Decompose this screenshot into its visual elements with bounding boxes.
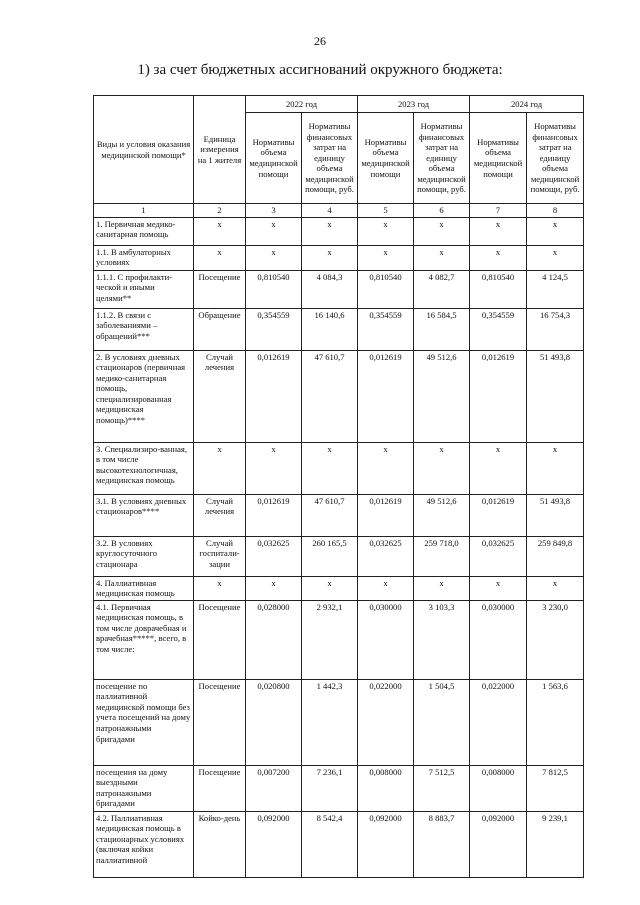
header-year-2022: 2022 год <box>246 96 358 113</box>
column-number: 4 <box>302 204 358 218</box>
table-row <box>94 442 584 494</box>
unit-cell: Посещение <box>194 270 246 308</box>
table-row <box>94 811 584 877</box>
value-cell: 3 103,3 <box>414 600 470 679</box>
value-cell: x <box>358 576 414 600</box>
row-label: 4.1. Первичная медицинская помощь, в том числе доврачебная и врачебная*****, всего, в том числе: <box>94 600 194 679</box>
unit-cell: Обращение <box>194 308 246 350</box>
value-cell: 0,012619 <box>358 494 414 536</box>
table-row <box>94 576 584 600</box>
value-cell: x <box>302 576 358 600</box>
table-row <box>94 270 584 308</box>
value-cell: 0,012619 <box>358 350 414 442</box>
value-cell: x <box>527 217 584 245</box>
document-heading: 1) за счет бюджетных ассигнований окружного бюджета: <box>137 62 503 78</box>
value-cell: 0,012619 <box>246 350 302 442</box>
value-cell: x <box>414 442 470 494</box>
value-cell: 1 563,6 <box>527 679 584 765</box>
unit-cell: Посещение <box>194 765 246 811</box>
value-cell: x <box>302 245 358 270</box>
table-row <box>94 600 584 679</box>
header-volume-2024: Нормативы объема медицинской помощи <box>470 113 527 204</box>
value-cell: x <box>246 217 302 245</box>
value-cell: 49 512,6 <box>414 350 470 442</box>
header-year-2024: 2024 год <box>470 96 584 113</box>
unit-cell: Случай госпитали-зации <box>194 536 246 576</box>
value-cell: 51 493,8 <box>527 350 584 442</box>
unit-cell: x <box>194 217 246 245</box>
table-row <box>94 536 584 576</box>
value-cell: 47 610,7 <box>302 494 358 536</box>
table-row <box>94 217 584 245</box>
value-cell: x <box>470 245 527 270</box>
unit-cell: Посещение <box>194 679 246 765</box>
value-cell: x <box>414 576 470 600</box>
value-cell: 0,810540 <box>470 270 527 308</box>
value-cell: 49 512,6 <box>414 494 470 536</box>
header-cost-2023: Нормативы финансовых затрат на единицу объема медицинской помощи, руб. <box>414 113 470 204</box>
value-cell: 0,022000 <box>470 679 527 765</box>
column-number: 7 <box>470 204 527 218</box>
header-unit: Единица измерения на 1 жителя <box>194 96 246 204</box>
value-cell: x <box>527 576 584 600</box>
row-label: 1.1.1. С профилакти-ческой и иными целями** <box>94 270 194 308</box>
value-cell: x <box>246 442 302 494</box>
unit-cell: Посещение <box>194 600 246 679</box>
value-cell: 0,020800 <box>246 679 302 765</box>
value-cell: 7 236,1 <box>302 765 358 811</box>
value-cell: x <box>527 245 584 270</box>
value-cell: 16 754,3 <box>527 308 584 350</box>
value-cell: x <box>470 576 527 600</box>
value-cell: x <box>527 442 584 494</box>
value-cell: x <box>414 217 470 245</box>
value-cell: 0,012619 <box>470 494 527 536</box>
header-care-type: Виды и условия оказания медицинской помощи* <box>94 96 194 204</box>
value-cell: x <box>302 217 358 245</box>
value-cell: 16 584,5 <box>414 308 470 350</box>
row-label: 3. Специализиро-ванная, в том числе высокотехнологичная, медицинская помощь <box>94 442 194 494</box>
unit-cell: x <box>194 442 246 494</box>
value-cell: 0,007200 <box>246 765 302 811</box>
value-cell: 0,032625 <box>358 536 414 576</box>
table-row <box>94 679 584 765</box>
table-row <box>94 350 584 442</box>
table-row <box>94 308 584 350</box>
value-cell: 0,028000 <box>246 600 302 679</box>
unit-cell: x <box>194 576 246 600</box>
value-cell: 8 883,7 <box>414 811 470 877</box>
header-year-2023: 2023 год <box>358 96 470 113</box>
value-cell: 0,012619 <box>470 350 527 442</box>
row-label: 1.1.2. В связи с заболеваниями – обращений*** <box>94 308 194 350</box>
unit-cell: x <box>194 245 246 270</box>
value-cell: 16 140,6 <box>302 308 358 350</box>
unit-cell: Случай лечения <box>194 350 246 442</box>
column-number: 5 <box>358 204 414 218</box>
table-body <box>94 204 584 878</box>
value-cell: x <box>358 217 414 245</box>
column-number-row <box>94 204 584 218</box>
value-cell: x <box>246 576 302 600</box>
row-label: 1.1. В амбулаторных условиях <box>94 245 194 270</box>
value-cell: 0,354559 <box>246 308 302 350</box>
value-cell: 0,012619 <box>246 494 302 536</box>
value-cell: 259 718,0 <box>414 536 470 576</box>
value-cell: 7 812,5 <box>527 765 584 811</box>
table-row <box>94 494 584 536</box>
value-cell: 259 849,8 <box>527 536 584 576</box>
unit-cell: Случай лечения <box>194 494 246 536</box>
value-cell: 1 504,5 <box>414 679 470 765</box>
value-cell: 4 084,3 <box>302 270 358 308</box>
value-cell: 0,810540 <box>358 270 414 308</box>
unit-cell: Койко-день <box>194 811 246 877</box>
page-number: 26 <box>314 34 326 48</box>
value-cell: 51 493,8 <box>527 494 584 536</box>
column-number: 2 <box>194 204 246 218</box>
value-cell: x <box>414 245 470 270</box>
value-cell: x <box>470 442 527 494</box>
header-cost-2024: Нормативы финансовых затрат на единицу объема медицинской помощи, руб. <box>527 113 584 204</box>
value-cell: 0,030000 <box>358 600 414 679</box>
value-cell: 0,354559 <box>358 308 414 350</box>
value-cell: 8 542,4 <box>302 811 358 877</box>
value-cell: 260 165,5 <box>302 536 358 576</box>
row-label: посещение по паллиативной медицинской помощи без учета посещений на дому патронажными бригадами <box>94 679 194 765</box>
value-cell: 3 230,0 <box>527 600 584 679</box>
column-number: 6 <box>414 204 470 218</box>
value-cell: 0,092000 <box>358 811 414 877</box>
value-cell: 0,030000 <box>470 600 527 679</box>
value-cell: 0,032625 <box>470 536 527 576</box>
value-cell: 0,092000 <box>246 811 302 877</box>
row-label: 1. Первичная медико-санитарная помощь <box>94 217 194 245</box>
value-cell: 2 932,1 <box>302 600 358 679</box>
value-cell: 0,022000 <box>358 679 414 765</box>
value-cell: 0,008000 <box>470 765 527 811</box>
row-label: посещения на дому выездными патронажными бригадами <box>94 765 194 811</box>
value-cell: x <box>358 442 414 494</box>
row-label: 4.2. Паллиативная медицинская помощь в стационарных условиях (включая койки паллиативной <box>94 811 194 877</box>
value-cell: 7 512,5 <box>414 765 470 811</box>
row-label: 3.1. В условиях дневных стационаров**** <box>94 494 194 536</box>
row-label: 3.2. В условиях круглосуточного стационара <box>94 536 194 576</box>
value-cell: x <box>246 245 302 270</box>
value-cell: 0,092000 <box>470 811 527 877</box>
value-cell: 4 124,5 <box>527 270 584 308</box>
table-row <box>94 245 584 270</box>
row-label: 2. В условиях дневных стационаров (первичная медико-санитарная помощь, специализированная медицинская помощь)**** <box>94 350 194 442</box>
value-cell: 0,032625 <box>246 536 302 576</box>
value-cell: x <box>302 442 358 494</box>
column-number: 8 <box>527 204 584 218</box>
header-volume-2023: Нормативы объема медицинской помощи <box>358 113 414 204</box>
norms-table <box>93 95 584 878</box>
value-cell: 0,810540 <box>246 270 302 308</box>
value-cell: 1 442,3 <box>302 679 358 765</box>
column-number: 3 <box>246 204 302 218</box>
value-cell: 9 239,1 <box>527 811 584 877</box>
column-number: 1 <box>94 204 194 218</box>
row-label: 4. Паллиативная медицинская помощь <box>94 576 194 600</box>
value-cell: x <box>470 217 527 245</box>
value-cell: 4 082,7 <box>414 270 470 308</box>
value-cell: x <box>358 245 414 270</box>
value-cell: 0,354559 <box>470 308 527 350</box>
header-cost-2022: Нормативы финансовых затрат на единицу объема медицинской помощи, руб. <box>302 113 358 204</box>
table-row <box>94 765 584 811</box>
value-cell: 0,008000 <box>358 765 414 811</box>
header-volume-2022: Нормативы объема медицинской помощи <box>246 113 302 204</box>
value-cell: 47 610,7 <box>302 350 358 442</box>
